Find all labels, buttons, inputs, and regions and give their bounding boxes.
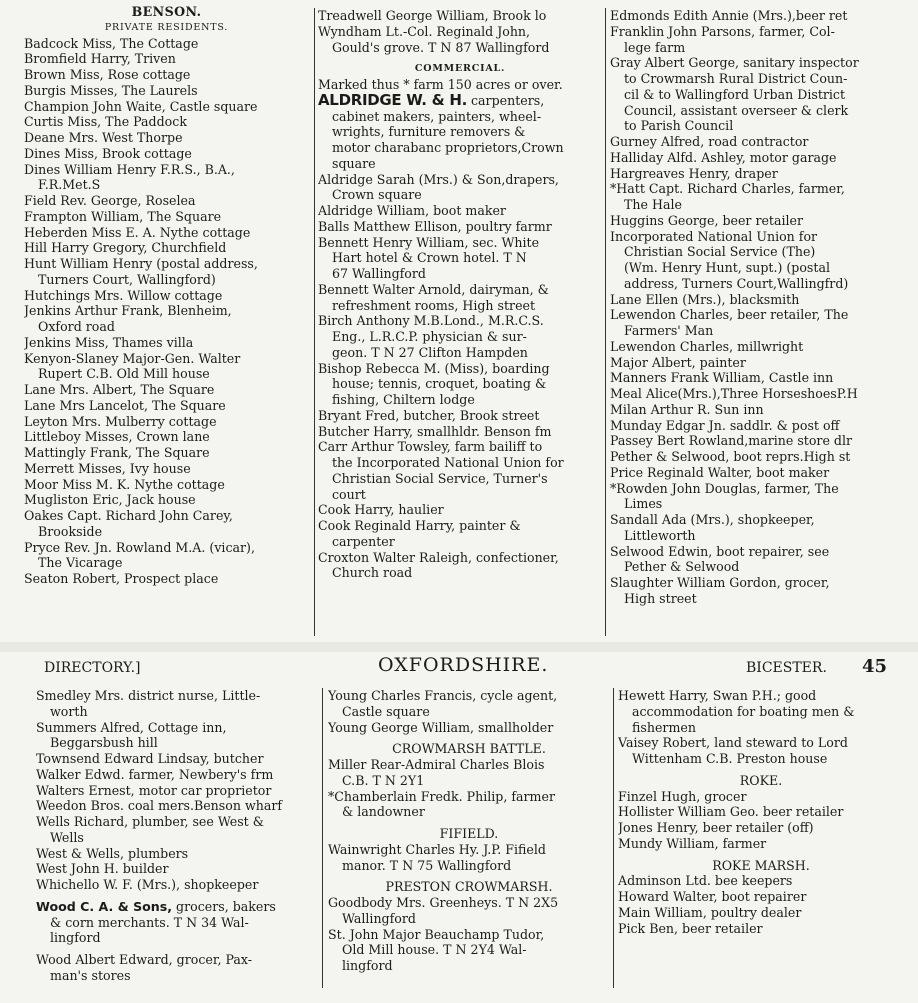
directory-line: (Wm. Henry Hunt, supt.) (postal <box>624 260 830 275</box>
directory-line: Brown Miss, Rose cottage <box>24 67 191 82</box>
directory-line: accommodation for boating men & <box>632 703 855 719</box>
directory-line: Gurney Alfred, road contractor <box>610 134 809 149</box>
directory-line: to Parish Council <box>624 118 734 134</box>
directory-line: cil & to Wallingford Urban District <box>624 86 846 102</box>
directory-line: Aldridge William, boot maker <box>318 203 506 218</box>
directory-line: Burgis Misses, The Laurels <box>24 82 198 98</box>
directory-line: Lane Ellen (Mrs.), blacksmith <box>610 291 800 307</box>
directory-line: & landowner <box>342 804 425 820</box>
directory-line: Hunt William Henry (postal address, <box>24 256 258 271</box>
directory-line: carpenter <box>332 533 395 549</box>
section-heading: BENSON. <box>131 4 202 19</box>
directory-line: Vaisey Robert, land steward to Lord <box>618 735 848 751</box>
directory-line <box>318 93 602 109</box>
directory-line: Lewendon Charles, beer retailer, The <box>610 307 849 323</box>
section-heading: CROWMARSH BATTLE. <box>392 741 546 757</box>
directory-line: Munday Edgar Jn. saddlr. & post off <box>610 417 840 433</box>
directory-line: cabinet makers, painters, wheel- <box>332 108 542 124</box>
directory-line: Littleboy Misses, Crown lane <box>24 429 210 445</box>
section-heading: ROKE. <box>739 772 783 788</box>
directory-line: Pick Ben, beer retailer <box>618 920 763 936</box>
directory-line: *Rowden John Douglas, farmer, The <box>610 480 839 496</box>
directory-line: square <box>332 155 376 171</box>
directory-line: Major Albert, painter <box>610 354 746 370</box>
directory-line: Mugliston Eric, Jack house <box>24 492 196 508</box>
directory-line: Pether & Selwood <box>624 559 740 575</box>
directory-line: Main William, poultry dealer <box>618 904 802 920</box>
directory-line: Bishop Rebecca M. (Miss), boarding <box>318 360 550 376</box>
directory-line: Heberden Miss E. A. Nythe cottage <box>24 224 251 240</box>
running-head-place: BICESTER. <box>746 660 827 676</box>
directory-line: Bennett Walter Arnold, dairyman, & <box>318 281 549 297</box>
directory-line: Pether & Selwood, boot reprs.High st <box>610 449 851 464</box>
directory-line: Dines Miss, Brook cottage <box>24 145 192 161</box>
directory-line: Croxton Walter Raleigh, confectioner, <box>318 549 559 565</box>
directory-line: West John H. builder <box>36 861 169 877</box>
directory-line: & corn merchants. T N 34 Wal- <box>50 914 249 930</box>
directory-line: Summers Alfred, Cottage inn, <box>36 719 227 735</box>
directory-line: Limes <box>624 496 663 512</box>
directory-line: house; tennis, croquet, boating & <box>332 376 547 392</box>
directory-line: The Vicarage <box>38 555 123 571</box>
directory-line: Wittenham C.B. Preston house <box>632 751 828 766</box>
directory-line: Franklin John Parsons, farmer, Col- <box>610 23 835 39</box>
directory-line: Crown square <box>332 187 422 203</box>
directory-line: motor charabanc proprietors,Crown <box>332 140 564 155</box>
column-divider <box>613 688 614 988</box>
directory-line: Hewett Harry, Swan P.H.; good <box>618 688 817 703</box>
directory-line: 67 Wallingford <box>332 266 426 281</box>
directory-line: Oakes Capt. Richard John Carey, <box>24 508 233 523</box>
directory-line: Huggins George, beer retailer <box>610 212 804 228</box>
directory-line: Old Mill house. T N 2Y4 Wal- <box>342 942 527 958</box>
benson-private-residents-column <box>24 4 309 587</box>
directory-line: Whichello W. F. (Mrs.), shopkeeper <box>36 877 259 892</box>
directory-line: Wyndham Lt.-Col. Reginald John, <box>318 23 531 39</box>
directory-line: Deane Mrs. West Thorpe <box>24 130 183 145</box>
directory-line: Kenyon-Slaney Major-Gen. Walter <box>24 350 241 366</box>
directory-line: Mundy William, farmer <box>618 835 767 851</box>
column-divider <box>605 8 606 636</box>
directory-line: Littleworth <box>624 527 696 543</box>
directory-line: Oxford road <box>38 319 115 334</box>
section-heading: FIFIELD. <box>439 826 499 841</box>
directory-line: Leyton Mrs. Mulberry cottage <box>24 413 217 429</box>
directory-line: Castle square <box>342 703 430 719</box>
directory-line: Frampton William, The Square <box>24 208 222 224</box>
benson-continued-column <box>36 688 318 984</box>
section-heading: PRESTON CROWMARSH. <box>385 879 553 895</box>
directory-line: Finzel Hugh, grocer <box>618 788 747 804</box>
directory-line: Bromfield Harry, Triven <box>24 51 176 67</box>
column-divider <box>314 8 315 636</box>
directory-line: Incorporated National Union for <box>610 228 818 244</box>
directory-line: Champion John Waite, Castle square <box>24 98 258 114</box>
directory-line: to Crowmarsh Rural District Coun- <box>624 71 848 86</box>
directory-line: Aldridge Sarah (Mrs.) & Son,drapers, <box>318 171 559 187</box>
directory-line: Goodbody Mrs. Greenheys. T N 2X5 <box>328 895 559 910</box>
directory-line: lingford <box>342 958 393 973</box>
directory-line: Jenkins Arthur Frank, Blenheim, <box>24 303 232 319</box>
directory-line: Church road <box>332 565 413 581</box>
directory-line: Young Charles Francis, cycle agent, <box>328 688 558 703</box>
directory-line: Farmers' Man <box>624 323 714 338</box>
directory-line: Meal Alice(Mrs.),Three HorseshoesP.H <box>610 386 858 401</box>
directory-line: Wallingford <box>342 910 416 926</box>
directory-line: Birch Anthony M.B.Lond., M.R.C.S. <box>318 313 544 329</box>
directory-line: Sandall Ada (Mrs.), shopkeeper, <box>610 512 815 527</box>
roke-column <box>618 688 904 936</box>
directory-line: Dines William Henry F.R.S., B.A., <box>24 161 235 177</box>
directory-line: Marked thus * farm 150 acres or over. <box>318 77 563 92</box>
directory-line: Hollister William Geo. beer retailer <box>618 804 844 820</box>
directory-line: Turners Court, Wallingford) <box>38 271 216 287</box>
directory-line: Smedley Mrs. district nurse, Little- <box>36 688 261 703</box>
directory-line: Christian Social Service, Turner's <box>332 470 548 486</box>
directory-line: Christian Social Service (The) <box>624 244 816 260</box>
directory-line: The Hale <box>624 197 682 212</box>
directory-line: Curtis Miss, The Paddock <box>24 114 187 130</box>
directory-line: St. John Major Beauchamp Tudor, <box>328 926 545 942</box>
entry-trade: carpenters, <box>466 92 545 108</box>
directory-line: Badcock Miss, The Cottage <box>24 35 199 51</box>
directory-line: Hargreaves Henry, draper <box>610 165 778 181</box>
column-divider <box>322 688 323 988</box>
directory-line: court <box>332 486 366 502</box>
directory-line: Gould's grove. T N 87 Wallingford <box>332 39 550 55</box>
display-name: ALDRIDGE W. & H. <box>318 92 467 109</box>
directory-line: address, Turners Court,Wallingfrd) <box>624 275 849 291</box>
running-head-county: OXFORDSHIRE. <box>378 654 549 676</box>
directory-line: Cook Harry, haulier <box>318 502 444 518</box>
directory-line: Halliday Alfd. Ashley, motor garage <box>610 149 837 165</box>
directory-line: Butcher Harry, smallhldr. Benson fm <box>318 423 552 439</box>
directory-line: Weedon Bros. coal mers.Benson wharf <box>36 798 283 814</box>
directory-line: manor. T N 75 Wallingford <box>342 857 512 873</box>
directory-line: fishermen <box>632 719 696 735</box>
directory-line: Eng., L.R.C.P. physician & sur- <box>332 329 527 344</box>
directory-line: Wells Richard, plumber, see West & <box>36 814 264 829</box>
directory-line: Gray Albert George, sanitary inspector <box>610 55 859 71</box>
directory-line: Mattingly Frank, The Square <box>24 445 210 460</box>
directory-line: Council, assistant overseer & clerk <box>624 102 849 118</box>
directory-line: Selwood Edwin, boot repairer, see <box>610 543 830 559</box>
section-heading: COMMERCIAL. <box>414 63 506 75</box>
directory-line: Young George William, smallholder <box>328 719 554 735</box>
directory-line: Bryant Fred, butcher, Brook street <box>318 407 540 423</box>
display-name: Wood C. A. & Sons, <box>36 898 173 914</box>
directory-line: Moor Miss M. K. Nythe cottage <box>24 476 225 492</box>
section-heading: PRIVATE RESIDENTS. <box>104 21 229 33</box>
section-heading: ROKE MARSH. <box>712 857 810 873</box>
directory-line: Pryce Rev. Jn. Rowland M.A. (vicar), <box>24 539 255 555</box>
benson-commercial-column-continued <box>610 8 896 607</box>
directory-line: lingford <box>50 930 101 946</box>
directory-line: Merrett Misses, Ivy house <box>24 460 191 476</box>
directory-line: Walters Ernest, motor car proprietor <box>36 782 272 798</box>
directory-line: Wainwright Charles Hy. J.P. Fifield <box>328 841 546 857</box>
directory-line: Slaughter William Gordon, grocer, <box>610 575 830 590</box>
directory-line: Passey Bert Rowland,marine store dlr <box>610 433 853 449</box>
directory-line: Manners Frank William, Castle inn <box>610 370 834 386</box>
directory-line: Cook Reginald Harry, painter & <box>318 518 521 533</box>
directory-line: Wood Albert Edward, grocer, Pax- <box>36 952 253 967</box>
directory-line: Seaton Robert, Prospect place <box>24 571 219 586</box>
directory-line: Rupert C.B. Old Mill house <box>38 366 210 382</box>
directory-line: Townsend Edward Lindsay, butcher <box>36 751 264 766</box>
directory-line: Milan Arthur R. Sun inn <box>610 401 764 417</box>
directory-line: Walker Edwd. farmer, Newbery's frm <box>36 766 274 782</box>
directory-line <box>36 899 318 915</box>
directory-line: Carr Arthur Towsley, farm bailiff to <box>318 439 543 455</box>
page-number: 45 <box>862 656 888 677</box>
directory-line: *Chamberlain Fredk. Philip, farmer <box>328 788 555 804</box>
directory-line: Brookside <box>38 523 103 539</box>
benson-commercial-column <box>318 8 602 581</box>
directory-line: Jones Henry, beer retailer (off) <box>618 820 814 835</box>
directory-line: Wells <box>50 829 84 845</box>
directory-line: C.B. T N 2Y1 <box>342 772 425 788</box>
directory-line: lege farm <box>624 39 686 55</box>
directory-line: Edmonds Edith Annie (Mrs.),beer ret <box>610 8 848 23</box>
directory-line: High street <box>624 590 697 606</box>
directory-line: Howard Walter, boot repairer <box>618 889 807 904</box>
directory-line: Lane Mrs. Albert, The Square <box>24 382 215 397</box>
directory-line: man's stores <box>50 967 131 983</box>
directory-line: *Hatt Capt. Richard Charles, farmer, <box>610 181 845 197</box>
directory-line: Beggarsbush hill <box>50 735 158 751</box>
directory-line: Price Reginald Walter, boot maker <box>610 464 830 480</box>
directory-line: Hutchings Mrs. Willow cottage <box>24 287 223 303</box>
directory-line: Jenkins Miss, Thames villa <box>24 334 194 350</box>
directory-line: West & Wells, plumbers <box>36 845 189 861</box>
directory-line: Lewendon Charles, millwright <box>610 338 804 354</box>
directory-line: fishing, Chiltern lodge <box>332 392 475 407</box>
directory-line: geon. T N 27 Clifton Hampden <box>332 344 528 360</box>
directory-line: F.R.Met.S <box>38 177 101 193</box>
directory-line: Hill Harry Gregory, Churchfield <box>24 240 227 256</box>
directory-line: wrights, furniture removers & <box>332 124 526 140</box>
directory-line: Miller Rear-Admiral Charles Blois <box>328 757 545 772</box>
directory-line: the Incorporated National Union for <box>332 455 564 470</box>
running-head-left: DIRECTORY.] <box>44 660 141 676</box>
directory-line: worth <box>50 703 88 719</box>
directory-line: Hart hotel & Crown hotel. T N <box>332 250 527 266</box>
directory-line: refreshment rooms, High street <box>332 297 536 313</box>
directory-line: Adminson Ltd. bee keepers <box>618 873 793 889</box>
crowmarsh-column <box>328 688 610 974</box>
directory-line: Treadwell George William, Brook lo <box>318 8 547 23</box>
directory-line: Lane Mrs Lancelot, The Square <box>24 397 226 413</box>
directory-line: Balls Matthew Ellison, poultry farmr <box>318 218 552 234</box>
directory-line: Field Rev. George, Roselea <box>24 193 196 208</box>
entry-trade: grocers, bakers <box>172 898 276 914</box>
directory-line: Bennett Henry William, sec. White <box>318 234 540 250</box>
